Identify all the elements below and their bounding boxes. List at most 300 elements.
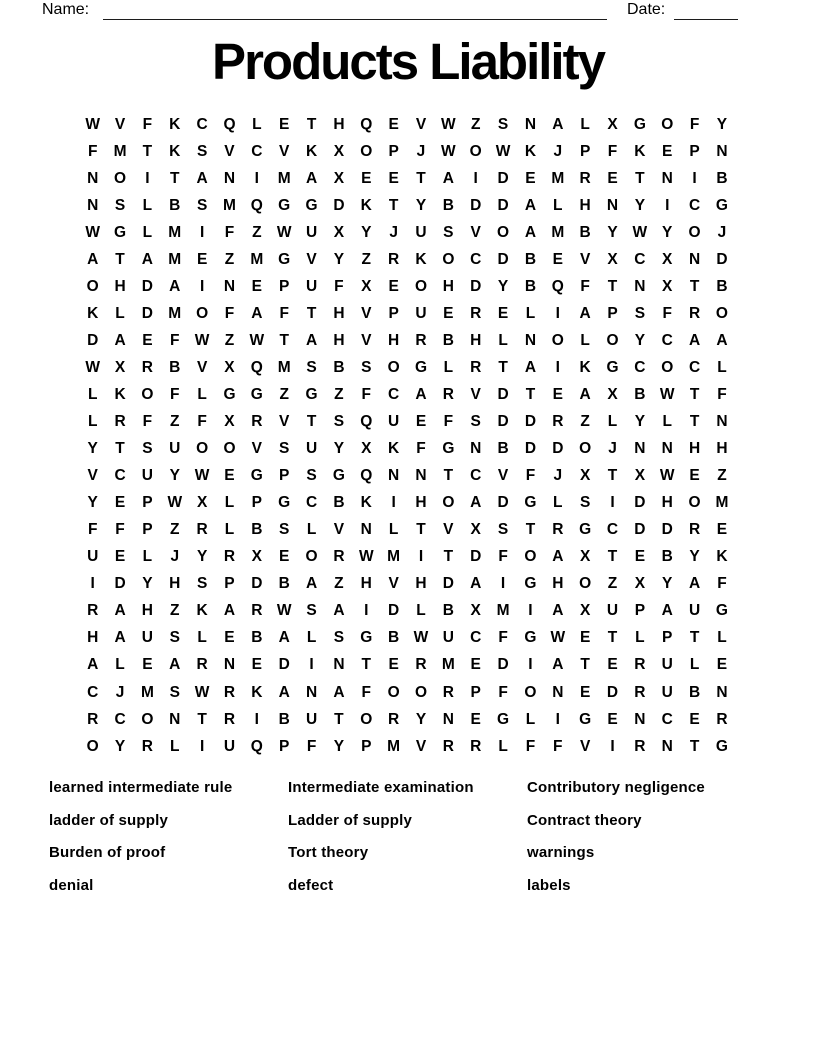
grid-letter-r4-c24: G [715,196,728,214]
grid-letter-r1-c21: G [633,115,646,133]
grid-letter-r22-c5: W [194,683,210,701]
grid-letter-r1-c15: Z [470,115,481,133]
grid-letter-r17-c12: M [387,548,401,566]
grid-letter-r24-c1: O [86,737,99,755]
grid-letter-r14-c3: U [141,467,153,485]
grid-letter-r12-c20: L [607,413,618,431]
grid-letter-r18-c20: Z [607,575,618,593]
grid-letter-r22-c12: O [387,683,400,701]
grid-letter-r21-c6: N [223,656,236,674]
grid-letter-r20-c7: B [251,629,263,647]
grid-letter-r16-c17: T [525,521,536,539]
grid-letter-r2-c4: K [169,142,181,160]
grid-letter-r12-c23: T [689,413,700,431]
grid-letter-r5-c3: L [142,223,153,241]
grid-letter-r23-c6: R [223,710,236,728]
grid-letter-r12-c14: F [443,413,454,431]
grid-letter-r20-c16: F [498,629,508,647]
grid-letter-r19-c23: U [688,602,701,620]
grid-letter-r13-c23: H [688,440,701,458]
grid-letter-r11-c6: G [223,385,236,403]
grid-letter-r1-c12: E [388,115,399,133]
grid-letter-r4-c22: I [665,196,670,214]
grid-letter-r23-c12: R [388,710,400,728]
grid-letter-r7-c18: Q [551,277,564,295]
grid-letter-r9-c11: V [361,331,372,349]
grid-letter-r18-c17: G [524,575,537,593]
word-list-item: Burden of proof [49,844,166,862]
grid-letter-r6-c22: X [662,250,673,268]
grid-letter-r19-c20: U [606,602,619,620]
grid-letter-r18-c1: I [90,575,95,593]
grid-letter-r5-c2: G [114,223,127,241]
grid-letter-r7-c2: H [114,277,126,295]
grid-letter-r7-c6: N [223,277,236,295]
grid-letter-r7-c15: D [470,277,482,295]
grid-letter-r14-c19: X [579,467,591,485]
grid-letter-r21-c11: T [361,656,371,674]
grid-letter-r21-c5: R [196,656,208,674]
grid-letter-r8-c15: R [470,304,482,322]
grid-letter-r9-c18: O [551,331,564,349]
grid-letter-r2-c7: C [251,142,263,160]
grid-letter-r20-c13: W [413,629,429,647]
grid-letter-r14-c7: G [250,467,263,485]
grid-letter-r3-c11: E [361,169,372,187]
grid-letter-r3-c6: N [223,169,236,187]
word-list-column-3 [527,779,766,909]
grid-letter-r4-c14: B [442,196,454,214]
grid-letter-r11-c11: F [361,385,371,403]
grid-letter-r1-c6: Q [223,115,236,133]
grid-letter-r23-c21: N [634,710,646,728]
grid-letter-r24-c17: F [525,737,536,755]
grid-letter-r1-c3: F [142,115,153,133]
grid-letter-r10-c6: X [224,358,235,376]
grid-letter-r17-c14: T [443,548,454,566]
grid-letter-r4-c15: D [470,196,482,214]
grid-letter-r12-c9: T [306,413,317,431]
grid-letter-r1-c16: S [497,115,509,133]
grid-letter-r13-c17: D [524,440,537,458]
grid-letter-r1-c9: T [306,115,317,133]
grid-letter-r5-c21: W [632,223,648,241]
grid-letter-r22-c6: R [223,683,236,701]
grid-letter-r16-c2: F [115,521,125,539]
grid-letter-r13-c21: N [634,440,646,458]
grid-letter-r9-c20: O [606,331,619,349]
grid-letter-r20-c2: A [114,629,126,647]
grid-letter-r2-c5: S [196,142,208,160]
grid-letter-r10-c11: S [361,358,372,376]
grid-letter-r14-c8: P [279,467,290,485]
grid-letter-r14-c5: W [194,467,210,485]
grid-letter-r3-c4: T [170,169,180,187]
grid-letter-r2-c16: W [495,142,511,160]
grid-letter-r22-c3: M [140,683,154,701]
grid-letter-r16-c12: L [388,521,399,539]
grid-letter-r2-c23: P [689,142,700,160]
grid-letter-r20-c23: T [689,629,700,647]
grid-letter-r7-c19: F [580,277,590,295]
grid-letter-r22-c20: D [606,683,619,701]
grid-letter-r11-c5: L [197,385,207,403]
grid-letter-r19-c10: A [333,602,345,620]
grid-letter-r23-c10: T [334,710,344,728]
grid-letter-r23-c8: B [278,710,290,728]
grid-letter-r23-c16: G [497,710,510,728]
grid-letter-r16-c5: R [196,521,208,539]
grid-letter-r17-c6: R [223,548,236,566]
grid-letter-r18-c2: D [114,575,126,593]
grid-letter-r8-c10: H [333,304,345,322]
grid-letter-r24-c6: U [223,737,236,755]
grid-letter-r9-c5: W [194,331,210,349]
grid-letter-r19-c5: K [196,602,208,620]
grid-letter-r5-c10: X [333,223,345,241]
grid-letter-r23-c14: N [442,710,454,728]
grid-letter-r24-c2: Y [114,737,126,755]
grid-letter-r6-c9: V [306,250,317,268]
grid-letter-r18-c7: D [251,575,263,593]
grid-letter-r11-c9: G [305,385,318,403]
grid-letter-r11-c23: T [689,385,700,403]
grid-letter-r4-c1: N [87,196,99,214]
grid-letter-r12-c1: L [87,413,98,431]
grid-letter-r1-c18: A [552,115,564,133]
grid-letter-r13-c2: T [115,440,125,458]
grid-letter-r8-c5: O [196,304,209,322]
grid-letter-r21-c10: N [333,656,345,674]
grid-letter-r19-c7: R [251,602,263,620]
grid-letter-r10-c22: O [661,358,674,376]
grid-letter-r3-c1: N [87,169,99,187]
grid-letter-r8-c24: O [715,304,728,322]
grid-letter-r6-c3: A [141,250,153,268]
grid-letter-r6-c16: D [497,250,509,268]
grid-letter-r5-c1: W [85,223,100,241]
word-list-item: warnings [527,844,595,862]
grid-letter-r20-c19: E [579,629,591,647]
grid-letter-r22-c21: R [634,683,646,701]
grid-letter-r18-c9: A [305,575,318,593]
grid-letter-r3-c20: E [607,169,618,187]
grid-letter-r5-c16: O [497,223,510,241]
grid-letter-r2-c21: K [634,142,646,160]
grid-letter-r15-c20: I [610,494,615,512]
grid-letter-r10-c18: I [555,358,560,376]
grid-letter-r13-c6: O [223,440,236,458]
grid-letter-r16-c18: R [552,521,564,539]
grid-letter-r15-c2: E [114,494,126,512]
grid-letter-r2-c11: O [360,142,373,160]
grid-letter-r4-c11: K [360,196,372,214]
grid-letter-r18-c8: B [278,575,290,593]
grid-letter-r12-c24: N [716,413,728,431]
grid-letter-r23-c1: R [87,710,99,728]
grid-letter-r3-c7: I [254,169,259,187]
grid-letter-r2-c12: P [388,142,399,160]
word-list-item: ladder of supply [49,811,169,829]
grid-letter-r22-c15: P [470,683,481,701]
grid-letter-r2-c2: M [113,142,127,160]
grid-letter-r6-c17: B [524,250,537,268]
grid-letter-r20-c21: L [635,629,645,647]
grid-letter-r22-c14: R [442,683,454,701]
grid-letter-r9-c7: W [249,331,265,349]
grid-letter-r14-c21: X [634,467,646,485]
grid-letter-r20-c1: H [87,629,99,647]
grid-letter-r6-c10: Y [333,250,345,268]
word-list-column-1 [49,779,288,909]
grid-letter-r8-c22: F [662,304,672,322]
grid-letter-r12-c21: Y [634,413,646,431]
grid-letter-r18-c23: A [688,575,701,593]
grid-letter-r10-c9: S [306,358,317,376]
grid-letter-r17-c8: E [279,548,290,566]
grid-letter-r8-c17: L [525,304,536,322]
grid-letter-r21-c12: E [388,656,399,674]
grid-letter-r12-c3: F [142,413,153,431]
grid-letter-r6-c7: M [250,250,264,268]
grid-letter-r24-c8: P [279,737,290,755]
grid-letter-r7-c16: Y [497,277,509,295]
grid-letter-r8-c11: V [361,304,372,322]
grid-letter-r12-c18: R [552,413,564,431]
grid-letter-r24-c22: N [661,737,673,755]
grid-letter-r8-c1: K [87,304,99,322]
grid-letter-r23-c3: O [141,710,154,728]
grid-letter-r7-c7: E [251,277,262,295]
grid-letter-r10-c20: G [606,358,619,376]
grid-letter-r17-c22: B [661,548,673,566]
date-blank-line[interactable] [674,3,738,20]
grid-letter-r21-c14: M [441,656,455,674]
grid-letter-r15-c17: G [524,494,537,512]
grid-letter-r24-c12: M [387,737,401,755]
grid-letter-r10-c3: R [141,358,153,376]
grid-letter-r23-c24: R [716,710,728,728]
grid-letter-r8-c23: R [688,304,701,322]
grid-letter-r15-c9: C [305,494,318,512]
grid-letter-r9-c6: Z [224,331,235,349]
grid-letter-r15-c18: L [553,494,563,512]
grid-letter-r4-c23: C [688,196,701,214]
word-list-item: Ladder of supply [288,811,413,829]
grid-letter-r22-c19: E [579,683,591,701]
grid-letter-r23-c20: E [607,710,618,728]
grid-letter-r18-c24: F [717,575,727,593]
grid-letter-r20-c17: G [524,629,537,647]
grid-letter-r24-c21: R [634,737,646,755]
grid-letter-r9-c14: B [442,331,454,349]
grid-letter-r6-c12: R [388,250,400,268]
grid-letter-r22-c4: S [169,683,180,701]
grid-letter-r11-c18: E [552,385,563,403]
grid-letter-r2-c24: N [716,142,728,160]
grid-letter-r6-c11: Z [361,250,371,268]
grid-letter-r24-c18: F [553,737,563,755]
grid-letter-r9-c12: H [388,331,400,349]
grid-letter-r3-c21: T [635,169,645,187]
grid-letter-r15-c12: I [391,494,396,512]
grid-letter-r19-c6: A [223,602,236,620]
grid-letter-r14-c22: W [659,467,675,485]
grid-letter-r11-c20: X [607,385,618,403]
grid-letter-r14-c10: G [332,467,345,485]
grid-letter-r20-c6: E [224,629,235,647]
grid-letter-r14-c12: N [388,467,400,485]
grid-letter-r10-c2: X [114,358,126,376]
word-list-item: Contract theory [527,811,642,829]
grid-letter-r2-c15: O [469,142,482,160]
grid-letter-r22-c24: N [716,683,728,701]
grid-letter-r9-c4: F [170,331,180,349]
grid-letter-r18-c6: P [224,575,235,593]
grid-letter-r14-c15: C [470,467,482,485]
grid-letter-r22-c16: F [498,683,508,701]
grid-letter-r15-c23: O [688,494,701,512]
grid-letter-r18-c21: X [634,575,646,593]
grid-letter-r4-c20: N [606,196,619,214]
grid-letter-r9-c15: H [470,331,482,349]
grid-letter-r2-c1: F [87,142,98,160]
grid-letter-r9-c21: Y [634,331,646,349]
grid-letter-r16-c19: G [579,521,592,539]
grid-letter-r18-c13: H [415,575,427,593]
grid-letter-r14-c24: Z [717,467,727,485]
grid-letter-r16-c15: X [470,521,481,539]
grid-letter-r12-c17: D [524,413,537,431]
grid-letter-r11-c15: V [470,385,481,403]
grid-letter-r9-c8: T [279,331,289,349]
grid-letter-r18-c16: I [500,575,506,593]
grid-letter-r5-c23: O [688,223,701,241]
grid-letter-r24-c23: T [689,737,700,755]
grid-letter-r5-c24: J [717,223,727,241]
grid-letter-r3-c17: E [525,169,536,187]
grid-letter-r8-c18: I [555,304,560,322]
grid-letter-r21-c8: D [278,656,290,674]
grid-letter-r10-c13: G [414,358,428,376]
grid-letter-r23-c15: E [470,710,481,728]
grid-letter-r1-c1: W [85,115,100,133]
grid-letter-r13-c12: K [388,440,400,458]
grid-letter-r20-c4: S [169,629,180,647]
grid-letter-r19-c16: M [496,602,510,620]
grid-letter-r4-c3: L [142,196,153,214]
word-list-item: learned intermediate rule [49,779,233,796]
grid-letter-r9-c24: A [716,331,728,349]
grid-letter-r11-c24: F [717,385,727,403]
grid-letter-r17-c7: X [251,548,262,566]
grid-letter-r5-c17: A [524,223,537,241]
grid-letter-r1-c2: V [114,115,126,133]
grid-letter-r6-c2: T [115,250,125,268]
grid-letter-r9-c10: H [333,331,345,349]
grid-letter-r16-c13: T [416,521,426,539]
grid-letter-r4-c9: G [305,196,318,214]
grid-letter-r1-c7: L [252,115,262,133]
grid-letter-r2-c6: V [224,142,235,160]
grid-letter-r13-c24: H [716,440,728,458]
grid-letter-r2-c3: T [142,142,153,160]
grid-letter-r13-c19: O [579,440,592,458]
grid-letter-r3-c19: R [579,169,591,187]
word-list-item: labels [527,876,571,894]
grid-letter-r19-c12: D [388,602,400,620]
grid-letter-r4-c13: Y [415,196,427,214]
grid-letter-r6-c14: O [442,250,455,268]
grid-letter-r3-c15: I [473,169,478,187]
grid-letter-r2-c18: J [553,142,563,160]
grid-letter-r14-c23: E [689,467,700,485]
grid-letter-r10-c15: R [470,358,482,376]
grid-letter-r20-c15: C [470,629,482,647]
grid-letter-r16-c9: L [306,521,317,539]
grid-letter-r24-c3: R [141,737,153,755]
grid-letter-r11-c12: C [388,385,400,403]
name-blank-line[interactable] [103,3,607,20]
grid-letter-r19-c21: P [634,602,646,620]
grid-letter-r24-c16: L [498,737,508,755]
grid-letter-r4-c10: D [333,196,345,214]
grid-letter-r5-c19: B [579,223,591,241]
grid-letter-r23-c18: I [555,710,560,728]
grid-letter-r17-c1: U [87,548,99,566]
grid-letter-r17-c4: J [170,548,180,566]
grid-letter-r17-c23: Y [689,548,700,566]
word-list-item: Contributory negligence [527,779,705,796]
grid-letter-r13-c15: N [470,440,482,458]
grid-letter-r6-c21: C [634,250,646,268]
grid-letter-r14-c13: N [415,467,427,485]
grid-letter-r1-c10: H [333,115,345,133]
grid-letter-r3-c23: I [692,169,697,187]
grid-letter-r2-c13: J [416,142,426,160]
grid-letter-r18-c4: H [169,575,181,593]
grid-letter-r16-c7: B [251,521,263,539]
grid-letter-r10-c8: M [277,358,291,376]
grid-letter-r5-c12: J [389,223,398,241]
date-label: Date: [627,1,666,18]
grid-letter-r16-c24: E [716,521,728,539]
grid-letter-r24-c9: F [306,737,317,755]
grid-letter-r15-c6: L [224,494,235,512]
grid-letter-r9-c1: D [87,331,99,349]
grid-letter-r10-c1: W [85,358,100,376]
grid-letter-r21-c19: T [580,656,590,674]
grid-letter-r4-c16: D [497,196,509,214]
grid-letter-r7-c23: T [689,277,700,295]
word-list-item: defect [288,876,334,894]
grid-letter-r6-c19: V [579,250,591,268]
grid-letter-r4-c18: L [553,196,563,214]
grid-letter-r9-c9: A [305,331,318,349]
grid-letter-r22-c10: A [333,683,345,701]
grid-letter-r8-c13: U [415,304,427,322]
grid-letter-r22-c1: C [87,683,99,701]
grid-letter-r18-c10: Z [334,575,344,593]
grid-letter-r15-c3: P [142,494,153,512]
grid-letter-r23-c19: G [579,710,592,728]
grid-letter-r12-c10: S [333,413,345,431]
grid-letter-r22-c13: O [414,683,428,701]
grid-letter-r3-c16: D [497,169,509,187]
grid-letter-r22-c7: K [251,683,263,701]
word-list-column-2 [288,779,527,909]
grid-letter-r17-c5: Y [196,548,208,566]
